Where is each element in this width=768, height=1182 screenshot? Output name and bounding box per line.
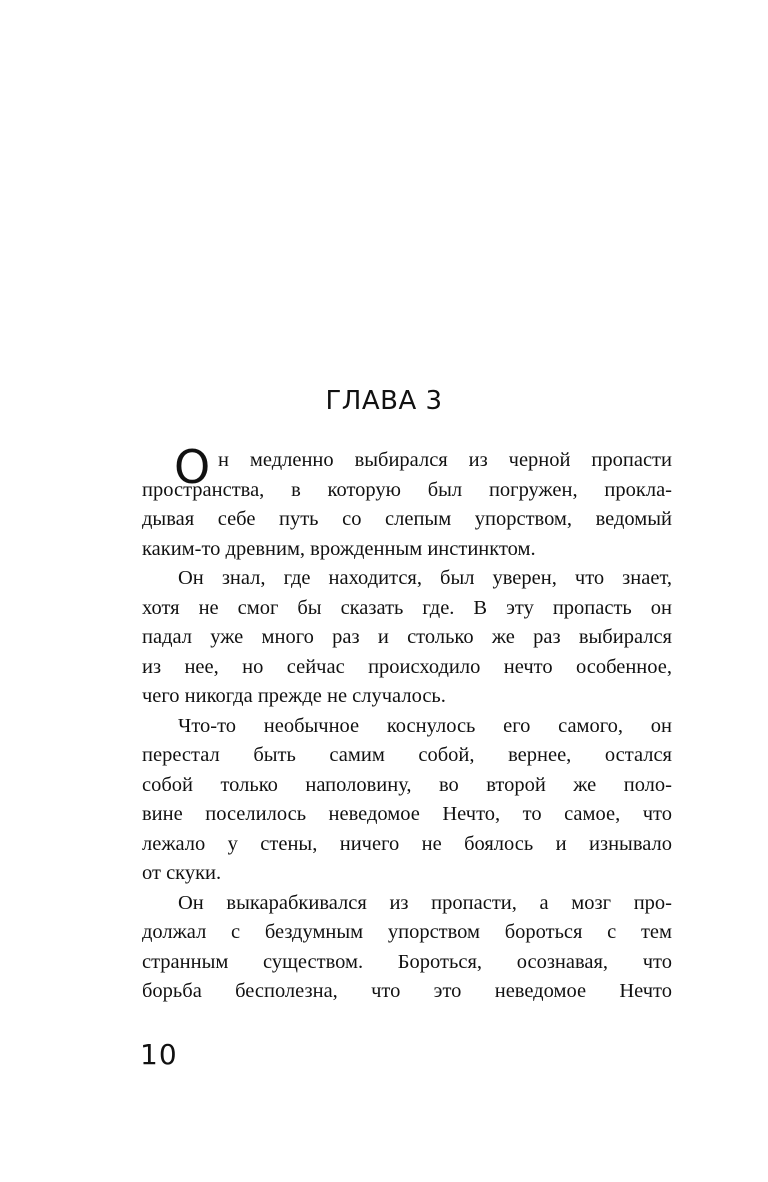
text-line: странным существом. Бороться, осознавая, что <box>142 950 672 973</box>
body-text <box>142 440 672 1007</box>
text-line: от скуки. <box>142 862 222 884</box>
text-line: борьба бесполезна, что это неведомое Нечто <box>142 980 672 1002</box>
text-line: Что-то необычное коснулось его самого, он <box>178 714 672 737</box>
text-line: падал уже много раз и столько же раз выбирался <box>142 626 672 648</box>
text-line: вине поселилось неведомое Нечто, то самое, что <box>142 803 672 825</box>
paragraph-3 <box>142 712 672 889</box>
text-line: н медленно выбирался из черной пропасти <box>218 449 672 471</box>
text-line: Он знал, где находится, был уверен, что знает, <box>178 567 672 589</box>
text-line: хотя не смог бы сказать где. В эту пропасть он <box>142 596 672 619</box>
text-line: из нее, но сейчас происходило нечто особенное, <box>142 655 672 678</box>
text-line: Он выкарабкивался из пропасти, а мозг про- <box>178 891 672 914</box>
drop-cap: О <box>174 440 211 494</box>
paragraph-1 <box>142 440 672 564</box>
text-line: лежало у стены, ничего не боялось и изнывало <box>142 832 672 855</box>
text-line: пространства, в которую был погружен, прокла- <box>142 478 672 501</box>
text-line: дывая себе путь со слепым упорством, ведомый <box>142 508 672 530</box>
paragraph-2 <box>142 564 672 712</box>
chapter-title: ГЛАВА 3 <box>325 386 443 416</box>
text-line: чего никогда прежде не случалось. <box>142 685 446 707</box>
text-line: перестал быть самим собой, вернее, остался <box>142 744 672 766</box>
text-line: собой только наполовину, во второй же поло- <box>142 773 672 796</box>
paragraph-4 <box>142 889 672 1007</box>
page-number: 10 <box>140 1038 178 1071</box>
text-line: должал с бездумным упорством бороться с тем <box>142 921 672 943</box>
text-line: каким-то древним, врожденным инстинктом. <box>142 537 536 560</box>
